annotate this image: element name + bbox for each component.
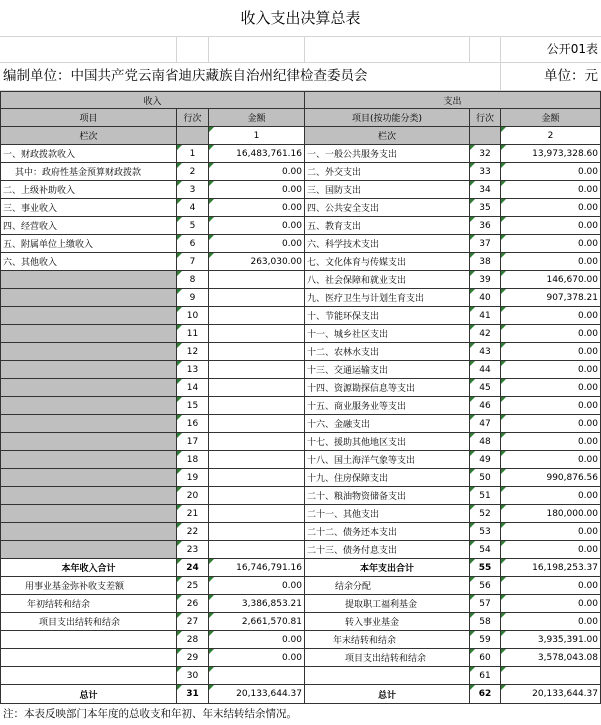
table-row — [1, 613, 601, 631]
income-row-no: 29 — [177, 649, 209, 667]
income-item: 用事业基金弥补收支差额 — [1, 577, 177, 595]
expense-item: 结余分配 — [305, 577, 470, 595]
expense-row-no: 49 — [470, 451, 501, 469]
income-row-no: 1 — [177, 145, 209, 163]
expense-row-no: 36 — [470, 217, 501, 235]
expense-item: 三、国防支出 — [305, 181, 470, 199]
income-row-no: 4 — [177, 199, 209, 217]
expense-amount: 0.00 — [501, 361, 601, 379]
income-row-no: 10 — [177, 307, 209, 325]
table-row — [1, 145, 601, 163]
income-row-no: 12 — [177, 343, 209, 361]
income-item — [1, 397, 177, 415]
income-row-no: 28 — [177, 631, 209, 649]
expense-row-no: 47 — [470, 415, 501, 433]
expense-row-no: 46 — [470, 397, 501, 415]
table-row — [1, 271, 601, 289]
income-item — [1, 433, 177, 451]
income-row-no: 11 — [177, 325, 209, 343]
expense-amount: 0.00 — [501, 523, 601, 541]
income-row-no: 31 — [177, 685, 209, 704]
col-index-label: 栏次 — [305, 127, 470, 145]
income-amount: 16,746,791.16 — [209, 559, 305, 577]
report-title: 收入支出决算总表 — [240, 9, 361, 27]
expense-amount: 990,876.56 — [501, 469, 601, 487]
expense-row-no: 44 — [470, 361, 501, 379]
expense-item: 九、医疗卫生与计划生育支出 — [305, 289, 470, 307]
income-amount — [209, 415, 305, 433]
income-item — [1, 469, 177, 487]
expense-item: 提取职工福利基金 — [305, 595, 470, 613]
expense-row-no: 34 — [470, 181, 501, 199]
expense-item — [305, 667, 470, 685]
expense-amount: 13,973,328.60 — [501, 145, 601, 163]
org-name: 编制单位：中国共产党云南省迪庆藏族自治州纪律检查委员会 — [3, 68, 368, 84]
column-header-row — [1, 109, 601, 127]
income-row-no: 7 — [177, 253, 209, 271]
expense-amount: 0.00 — [501, 181, 601, 199]
income-amount — [209, 541, 305, 559]
expense-item: 十二、农林水支出 — [305, 343, 470, 361]
grid-line — [176, 36, 177, 62]
item-func-header: 项目(按功能分类) — [305, 109, 470, 127]
expense-row-no: 50 — [470, 469, 501, 487]
income-amount: 0.00 — [209, 199, 305, 217]
footnote: 注：本表反映部门本年度的总收支和年初、年末结转结余情况。 — [3, 708, 297, 720]
row-no-header: 行次 — [470, 109, 501, 127]
income-amount: 20,133,644.37 — [209, 685, 305, 704]
expense-amount — [501, 667, 601, 685]
table-row — [1, 325, 601, 343]
expense-row-no: 33 — [470, 163, 501, 181]
expense-item: 二十一、其他支出 — [305, 505, 470, 523]
column-index-row — [1, 127, 601, 145]
income-row-no: 24 — [177, 559, 209, 577]
income-row-no: 14 — [177, 379, 209, 397]
expense-item: 十九、住房保障支出 — [305, 469, 470, 487]
income-amount — [209, 289, 305, 307]
expense-row-no: 52 — [470, 505, 501, 523]
income-row-no: 2 — [177, 163, 209, 181]
expense-row-no: 32 — [470, 145, 501, 163]
col-index-label: 栏次 — [1, 127, 177, 145]
income-row-no: 13 — [177, 361, 209, 379]
expense-row-no: 54 — [470, 541, 501, 559]
expense-item: 二十、粮油物资储备支出 — [305, 487, 470, 505]
table-row — [1, 577, 601, 595]
expense-row-no: 42 — [470, 325, 501, 343]
amount-header: 金额 — [501, 109, 601, 127]
table-row — [1, 523, 601, 541]
budget-table — [0, 91, 601, 704]
table-body — [1, 92, 601, 704]
row-no-header: 行次 — [177, 109, 209, 127]
income-row-no: 3 — [177, 181, 209, 199]
income-row-no: 26 — [177, 595, 209, 613]
income-amount — [209, 307, 305, 325]
table-row — [1, 433, 601, 451]
expense-amount: 0.00 — [501, 217, 601, 235]
expense-amount: 0.00 — [501, 487, 601, 505]
table-row — [1, 685, 601, 704]
form-code: 公开01表 — [546, 42, 598, 56]
income-row-no: 20 — [177, 487, 209, 505]
expense-amount: 20,133,644.37 — [501, 685, 601, 704]
income-row-no: 9 — [177, 289, 209, 307]
income-row-no: 15 — [177, 397, 209, 415]
income-item: 年初结转和结余 — [1, 595, 177, 613]
grid-line — [0, 36, 601, 37]
income-amount — [209, 523, 305, 541]
income-item: 三、事业收入 — [1, 199, 177, 217]
expense-row-no: 56 — [470, 577, 501, 595]
expense-row-no: 61 — [470, 667, 501, 685]
income-item: 本年收入合计 — [1, 559, 177, 577]
table-row — [1, 163, 601, 181]
income-item: 二、上级补助收入 — [1, 181, 177, 199]
expense-item: 二、外交支出 — [305, 163, 470, 181]
income-item: 项目支出结转和结余 — [1, 613, 177, 631]
expense-row-no: 41 — [470, 307, 501, 325]
expense-item: 十三、交通运输支出 — [305, 361, 470, 379]
expense-row-no: 55 — [470, 559, 501, 577]
table-row — [1, 595, 601, 613]
expense-amount: 0.00 — [501, 415, 601, 433]
income-item — [1, 343, 177, 361]
income-item — [1, 289, 177, 307]
table-row — [1, 649, 601, 667]
col-index-blank — [470, 127, 501, 145]
income-amount: 0.00 — [209, 577, 305, 595]
income-amount — [209, 505, 305, 523]
income-row-no: 18 — [177, 451, 209, 469]
amount-header: 金额 — [209, 109, 305, 127]
income-item: 一、财政拨款收入 — [1, 145, 177, 163]
income-item — [1, 631, 177, 649]
expense-amount: 0.00 — [501, 163, 601, 181]
income-amount — [209, 361, 305, 379]
income-amount: 2,661,570.81 — [209, 613, 305, 631]
income-item — [1, 451, 177, 469]
income-amount — [209, 379, 305, 397]
income-row-no: 27 — [177, 613, 209, 631]
table-row — [1, 253, 601, 271]
expense-row-no: 62 — [470, 685, 501, 704]
expense-row-no: 45 — [470, 379, 501, 397]
expense-item: 转入事业基金 — [305, 613, 470, 631]
income-row-no: 17 — [177, 433, 209, 451]
income-item — [1, 415, 177, 433]
income-amount — [209, 325, 305, 343]
expense-amount: 0.00 — [501, 307, 601, 325]
income-item — [1, 361, 177, 379]
income-item — [1, 523, 177, 541]
table-row — [1, 667, 601, 685]
income-amount: 263,030.00 — [209, 253, 305, 271]
grid-line — [304, 36, 305, 62]
expense-item: 二十三、债务付息支出 — [305, 541, 470, 559]
expense-amount: 0.00 — [501, 379, 601, 397]
income-amount: 0.00 — [209, 235, 305, 253]
table-row — [1, 631, 601, 649]
income-item: 五、附属单位上缴收入 — [1, 235, 177, 253]
table-row — [1, 541, 601, 559]
expense-item: 项目支出结转和结余 — [305, 649, 470, 667]
income-amount: 0.00 — [209, 181, 305, 199]
expense-item: 二十二、债务还本支出 — [305, 523, 470, 541]
income-row-no: 6 — [177, 235, 209, 253]
income-amount: 0.00 — [209, 163, 305, 181]
table-row — [1, 307, 601, 325]
expense-amount: 0.00 — [501, 541, 601, 559]
expense-row-no: 60 — [470, 649, 501, 667]
grid-line — [469, 36, 470, 62]
expense-item: 十六、金融支出 — [305, 415, 470, 433]
expense-row-no: 35 — [470, 199, 501, 217]
expense-amount: 180,000.00 — [501, 505, 601, 523]
col-index-blank — [177, 127, 209, 145]
expense-item: 十、节能环保支出 — [305, 307, 470, 325]
income-amount: 0.00 — [209, 631, 305, 649]
expense-item: 年末结转和结余 — [305, 631, 470, 649]
col-index-2: 2 — [501, 127, 601, 145]
income-row-no: 19 — [177, 469, 209, 487]
expense-amount: 0.00 — [501, 325, 601, 343]
expense-item: 总计 — [305, 685, 470, 704]
income-amount: 16,483,761.16 — [209, 145, 305, 163]
expense-item: 八、社会保障和就业支出 — [305, 271, 470, 289]
expense-amount: 16,198,253.37 — [501, 559, 601, 577]
grid-line — [208, 36, 209, 62]
income-row-no: 25 — [177, 577, 209, 595]
expense-row-no: 51 — [470, 487, 501, 505]
expense-item: 五、教育支出 — [305, 217, 470, 235]
expense-row-no: 43 — [470, 343, 501, 361]
income-row-no: 30 — [177, 667, 209, 685]
table-row — [1, 217, 601, 235]
expense-item: 四、公共安全支出 — [305, 199, 470, 217]
income-item: 六、其他收入 — [1, 253, 177, 271]
income-item — [1, 487, 177, 505]
income-amount — [209, 397, 305, 415]
expense-row-no: 38 — [470, 253, 501, 271]
expense-amount: 0.00 — [501, 613, 601, 631]
income-item: 总计 — [1, 685, 177, 704]
income-header: 收入 — [1, 92, 305, 109]
table-row — [1, 559, 601, 577]
expense-row-no: 40 — [470, 289, 501, 307]
expense-amount: 0.00 — [501, 199, 601, 217]
expense-row-no: 39 — [470, 271, 501, 289]
expense-item: 七、文化体育与传媒支出 — [305, 253, 470, 271]
income-amount — [209, 469, 305, 487]
section-header-row — [1, 92, 601, 109]
table-row — [1, 235, 601, 253]
expense-amount: 0.00 — [501, 595, 601, 613]
income-row-no: 22 — [177, 523, 209, 541]
income-item — [1, 271, 177, 289]
table-row — [1, 397, 601, 415]
table-row — [1, 343, 601, 361]
expense-row-no: 53 — [470, 523, 501, 541]
expense-amount: 0.00 — [501, 577, 601, 595]
expense-amount: 0.00 — [501, 253, 601, 271]
expense-amount: 907,378.21 — [501, 289, 601, 307]
income-row-no: 21 — [177, 505, 209, 523]
expense-row-no: 59 — [470, 631, 501, 649]
expense-amount: 0.00 — [501, 235, 601, 253]
expense-item: 本年支出合计 — [305, 559, 470, 577]
income-item — [1, 505, 177, 523]
income-item — [1, 379, 177, 397]
expense-row-no: 48 — [470, 433, 501, 451]
income-amount: 3,386,853.21 — [209, 595, 305, 613]
unit-label: 单位：元 — [544, 68, 598, 84]
income-item — [1, 667, 177, 685]
table-row — [1, 505, 601, 523]
income-row-no: 5 — [177, 217, 209, 235]
col-index-1: 1 — [209, 127, 305, 145]
expense-row-no: 37 — [470, 235, 501, 253]
expense-header: 支出 — [305, 92, 601, 109]
expense-item: 六、科学技术支出 — [305, 235, 470, 253]
income-amount — [209, 667, 305, 685]
expense-amount: 0.00 — [501, 343, 601, 361]
expense-amount: 3,578,043.08 — [501, 649, 601, 667]
income-item: 其中：政府性基金预算财政拨款 — [1, 163, 177, 181]
income-amount — [209, 451, 305, 469]
item-header: 项目 — [1, 109, 177, 127]
income-amount — [209, 433, 305, 451]
expense-amount: 3,935,391.00 — [501, 631, 601, 649]
expense-amount: 0.00 — [501, 397, 601, 415]
expense-row-no: 57 — [470, 595, 501, 613]
table-row — [1, 469, 601, 487]
table-row — [1, 361, 601, 379]
expense-item: 十七、援助其他地区支出 — [305, 433, 470, 451]
table-row — [1, 289, 601, 307]
income-item — [1, 649, 177, 667]
income-item — [1, 541, 177, 559]
expense-amount: 0.00 — [501, 451, 601, 469]
table-row — [1, 451, 601, 469]
table-row — [1, 199, 601, 217]
income-item: 四、经营收入 — [1, 217, 177, 235]
org-unit-row — [0, 62, 601, 90]
income-amount: 0.00 — [209, 649, 305, 667]
table-row — [1, 379, 601, 397]
expense-amount: 146,670.00 — [501, 271, 601, 289]
income-row-no: 8 — [177, 271, 209, 289]
income-row-no: 16 — [177, 415, 209, 433]
expense-item: 一、一般公共服务支出 — [305, 145, 470, 163]
income-amount — [209, 487, 305, 505]
table-row — [1, 415, 601, 433]
table-row — [1, 181, 601, 199]
income-item — [1, 307, 177, 325]
income-row-no: 23 — [177, 541, 209, 559]
expense-item: 十四、资源勘探信息等支出 — [305, 379, 470, 397]
expense-item: 十八、国土海洋气象等支出 — [305, 451, 470, 469]
table-row — [1, 487, 601, 505]
income-amount — [209, 343, 305, 361]
expense-item: 十一、城乡社区支出 — [305, 325, 470, 343]
income-amount — [209, 271, 305, 289]
income-item — [1, 325, 177, 343]
income-amount: 0.00 — [209, 217, 305, 235]
expense-amount: 0.00 — [501, 433, 601, 451]
expense-item: 十五、商业服务业等支出 — [305, 397, 470, 415]
expense-row-no: 58 — [470, 613, 501, 631]
